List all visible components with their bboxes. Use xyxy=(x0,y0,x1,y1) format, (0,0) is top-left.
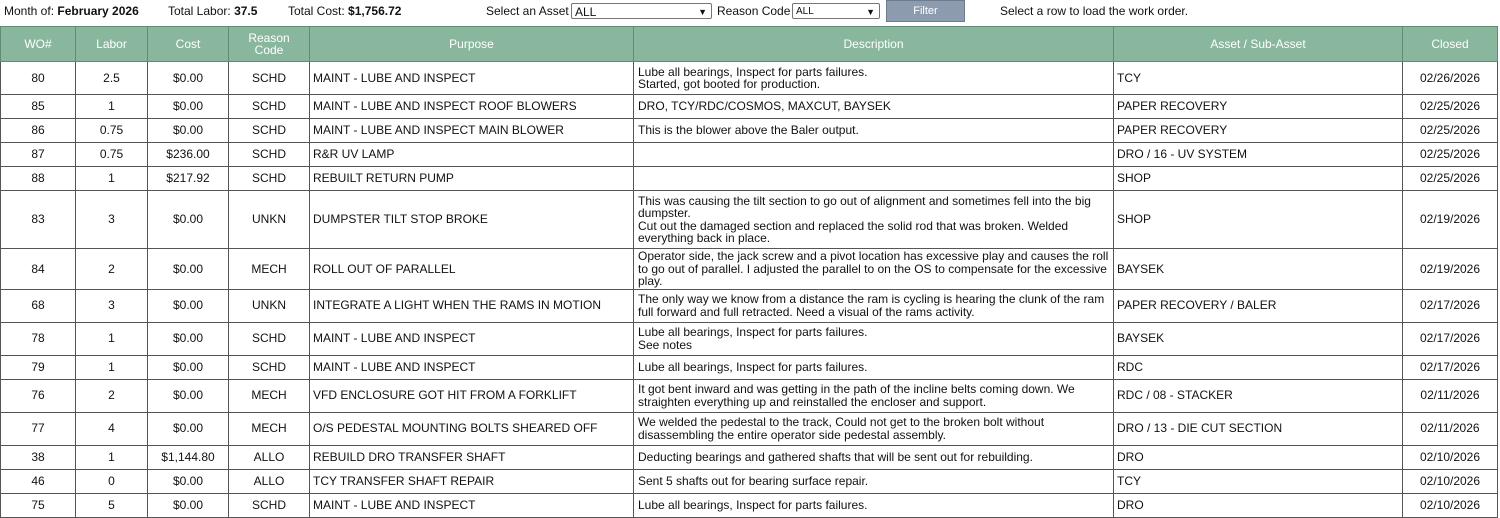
wo-cell: 76 xyxy=(1,379,76,412)
month-summary xyxy=(4,4,139,18)
wo-cell: 87 xyxy=(1,143,76,167)
month-label: Month of: xyxy=(4,4,55,18)
purpose-cell: MAINT - LUBE AND INSPECT xyxy=(310,322,634,355)
closed-cell: 02/25/2026 xyxy=(1403,95,1498,119)
closed-cell: 02/10/2026 xyxy=(1403,469,1498,493)
table-row[interactable] xyxy=(1,62,1498,95)
reason-cell: UNKN xyxy=(229,289,310,322)
description-cell xyxy=(634,95,1114,119)
closed-cell: 02/19/2026 xyxy=(1403,249,1498,290)
description-cell xyxy=(634,379,1114,412)
cost-cell: $0.00 xyxy=(148,379,229,412)
cost-label: Total Cost: xyxy=(288,4,345,18)
reason-cell: SCHD xyxy=(229,167,310,191)
wo-cell: 46 xyxy=(1,469,76,493)
labor-cell: 0.75 xyxy=(76,143,148,167)
reason-cell: SCHD xyxy=(229,119,310,143)
purpose-cell: VFD ENCLOSURE GOT HIT FROM A FORKLIFT xyxy=(310,379,634,412)
closed-cell: 02/11/2026 xyxy=(1403,412,1498,445)
asset-cell: PAPER RECOVERY xyxy=(1114,119,1403,143)
purpose-cell: MAINT - LUBE AND INSPECT xyxy=(310,62,634,95)
col-purpose-header: Purpose xyxy=(310,27,634,62)
chevron-down-icon: ▼ xyxy=(866,7,875,17)
table-row[interactable] xyxy=(1,191,1498,249)
table-row[interactable] xyxy=(1,119,1498,143)
cost-cell: $0.00 xyxy=(148,355,229,379)
closed-cell: 02/17/2026 xyxy=(1403,289,1498,322)
table-row[interactable] xyxy=(1,143,1498,167)
cost-cell: $0.00 xyxy=(148,119,229,143)
purpose-cell: MAINT - LUBE AND INSPECT xyxy=(310,493,634,517)
labor-cell: 1 xyxy=(76,95,148,119)
reason-cell: MECH xyxy=(229,249,310,290)
closed-cell: 02/25/2026 xyxy=(1403,143,1498,167)
labor-cell: 1 xyxy=(76,167,148,191)
purpose-cell: R&R UV LAMP xyxy=(310,143,634,167)
reason-label: Reason Code xyxy=(717,4,791,18)
closed-cell: 02/11/2026 xyxy=(1403,379,1498,412)
purpose-cell: MAINT - LUBE AND INSPECT ROOF BLOWERS xyxy=(310,95,634,119)
closed-cell: 02/25/2026 xyxy=(1403,167,1498,191)
labor-cell: 0.75 xyxy=(76,119,148,143)
filter-bar xyxy=(0,0,1500,26)
col-cost-header: Cost xyxy=(148,27,229,62)
closed-cell: 02/17/2026 xyxy=(1403,355,1498,379)
table-row[interactable] xyxy=(1,355,1498,379)
wo-cell: 79 xyxy=(1,355,76,379)
asset-select-value: ALL xyxy=(575,5,597,19)
wo-cell: 78 xyxy=(1,322,76,355)
description-line: Operator side, the jack screw and a pivot location has excessive play and causes the roll to go out of parallel. I adjusted the parallel to on the OS to compensate for the excessive play. xyxy=(638,249,1109,288)
wo-cell: 68 xyxy=(1,289,76,322)
reason-cell: SCHD xyxy=(229,493,310,517)
cost-cell: $0.00 xyxy=(148,289,229,322)
description-line: DRO, TCY/RDC/COSMOS, MAXCUT, BAYSEK xyxy=(638,99,891,114)
table-row[interactable] xyxy=(1,469,1498,493)
purpose-cell: MAINT - LUBE AND INSPECT MAIN BLOWER xyxy=(310,119,634,143)
table-row[interactable] xyxy=(1,412,1498,445)
closed-cell: 02/10/2026 xyxy=(1403,493,1498,517)
asset-cell: RDC / 08 - STACKER xyxy=(1114,379,1403,412)
asset-cell: SHOP xyxy=(1114,191,1403,249)
cost-cell: $0.00 xyxy=(148,95,229,119)
description-line: Lube all bearings, Inspect for parts failures. xyxy=(638,497,868,512)
description-cell xyxy=(634,289,1114,322)
wo-cell: 38 xyxy=(1,445,76,469)
reason-cell: SCHD xyxy=(229,95,310,119)
cost-cell: $0.00 xyxy=(148,249,229,290)
description-cell xyxy=(634,143,1114,167)
reason-cell: ALLO xyxy=(229,445,310,469)
labor-label: Total Labor: xyxy=(168,4,231,18)
description-cell xyxy=(634,412,1114,445)
reason-cell: SCHD xyxy=(229,143,310,167)
month-value: February 2026 xyxy=(57,4,139,18)
asset-cell: RDC xyxy=(1114,355,1403,379)
cost-cell: $0.00 xyxy=(148,62,229,95)
cost-cell: $0.00 xyxy=(148,322,229,355)
closed-cell: 02/25/2026 xyxy=(1403,119,1498,143)
reason-cell: UNKN xyxy=(229,191,310,249)
asset-cell: DRO / 13 - DIE CUT SECTION xyxy=(1114,412,1403,445)
description-cell xyxy=(634,62,1114,95)
description-line: We welded the pedestal to the track, Could not get to the broken bolt without disassembling the entire operator side pedestal assembly. xyxy=(638,415,1045,442)
description-cell xyxy=(634,322,1114,355)
col-labor-header: Labor xyxy=(76,27,148,62)
description-line: It got bent inward and was getting in the path of the incline belts coming down. We straighten everything up and reinstalled the encloser and support. xyxy=(638,382,1075,409)
purpose-cell: INTEGRATE A LIGHT WHEN THE RAMS IN MOTION xyxy=(310,289,634,322)
cost-cell: $1,144.80 xyxy=(148,445,229,469)
reason-select-value: ALL xyxy=(796,6,814,17)
reason-cell: MECH xyxy=(229,379,310,412)
cost-cell: $0.00 xyxy=(148,191,229,249)
closed-cell: 02/19/2026 xyxy=(1403,191,1498,249)
labor-cell: 2 xyxy=(76,249,148,290)
table-row[interactable] xyxy=(1,289,1498,322)
closed-cell: 02/17/2026 xyxy=(1403,322,1498,355)
table-row[interactable] xyxy=(1,322,1498,355)
labor-cell: 2 xyxy=(76,379,148,412)
wo-cell: 86 xyxy=(1,119,76,143)
cost-cell: $0.00 xyxy=(148,493,229,517)
table-row[interactable] xyxy=(1,379,1498,412)
asset-cell: TCY xyxy=(1114,62,1403,95)
description-cell xyxy=(634,469,1114,493)
purpose-cell: REBUILT RETURN PUMP xyxy=(310,167,634,191)
labor-cell: 3 xyxy=(76,289,148,322)
col-wo-header: WO# xyxy=(1,27,76,62)
description-cell xyxy=(634,191,1114,249)
labor-value: 37.5 xyxy=(234,4,258,18)
description-line: Lube all bearings, Inspect for parts failures. xyxy=(638,325,868,339)
description-line: This was causing the tilt section to go out of alignment and sometimes fell into the big dumpster. xyxy=(638,193,1091,220)
chevron-down-icon: ▼ xyxy=(698,7,707,17)
wo-cell: 84 xyxy=(1,249,76,290)
table-row[interactable] xyxy=(1,95,1498,119)
description-cell xyxy=(634,355,1114,379)
labor-cell: 3 xyxy=(76,191,148,249)
description-cell xyxy=(634,167,1114,191)
asset-cell: BAYSEK xyxy=(1114,249,1403,290)
cost-cell: $236.00 xyxy=(148,143,229,167)
wo-cell: 77 xyxy=(1,412,76,445)
table-row[interactable] xyxy=(1,249,1498,290)
reason-cell: MECH xyxy=(229,412,310,445)
wo-cell: 88 xyxy=(1,167,76,191)
description-cell xyxy=(634,249,1114,290)
reason-cell: SCHD xyxy=(229,62,310,95)
labor-cell: 5 xyxy=(76,493,148,517)
wo-cell: 85 xyxy=(1,95,76,119)
description-line: Cut out the damaged section and replaced the solid rod that was broken. Welded everything back in place. xyxy=(638,218,1069,245)
table-row[interactable] xyxy=(1,167,1498,191)
reason-cell: SCHD xyxy=(229,355,310,379)
cost-summary xyxy=(288,4,401,18)
description-line: Lube all bearings, Inspect for parts failures. xyxy=(638,359,868,374)
labor-cell: 2.5 xyxy=(76,62,148,95)
labor-summary xyxy=(168,4,257,18)
labor-cell: 1 xyxy=(76,355,148,379)
description-cell xyxy=(634,119,1114,143)
filter-button[interactable]: Filter xyxy=(886,0,965,22)
labor-cell: 1 xyxy=(76,322,148,355)
description-line: The only way we know from a distance the ram is cycling is hearing the clunk of the ram full forward and full retracted. Need a visual of the rams activity. xyxy=(638,292,1105,319)
cost-cell: $0.00 xyxy=(148,412,229,445)
description-line: Lube all bearings, Inspect for parts failures. xyxy=(638,64,868,79)
description-line: Started, got booted for production. xyxy=(638,77,821,91)
wo-cell: 83 xyxy=(1,191,76,249)
asset-label: Select an Asset xyxy=(486,4,569,18)
col-closed-header: Closed xyxy=(1403,27,1498,62)
closed-cell: 02/10/2026 xyxy=(1403,445,1498,469)
table-row[interactable] xyxy=(1,493,1498,517)
asset-cell: DRO / 16 - UV SYSTEM xyxy=(1114,143,1403,167)
cost-value: $1,756.72 xyxy=(348,4,402,18)
asset-cell: SHOP xyxy=(1114,167,1403,191)
description-line: See notes xyxy=(638,337,693,352)
closed-cell: 02/26/2026 xyxy=(1403,62,1498,95)
purpose-cell: O/S PEDESTAL MOUNTING BOLTS SHEARED OFF xyxy=(310,412,634,445)
col-reason-header: Reason Code xyxy=(229,27,310,62)
purpose-cell: REBUILD DRO TRANSFER SHAFT xyxy=(310,445,634,469)
cost-cell: $217.92 xyxy=(148,167,229,191)
work-orders-table xyxy=(0,26,1498,518)
asset-cell: TCY xyxy=(1114,469,1403,493)
reason-cell: ALLO xyxy=(229,469,310,493)
purpose-cell: DUMPSTER TILT STOP BROKE xyxy=(310,191,634,249)
wo-cell: 80 xyxy=(1,62,76,95)
purpose-cell: ROLL OUT OF PARALLEL xyxy=(310,249,634,290)
cost-cell: $0.00 xyxy=(148,469,229,493)
labor-cell: 1 xyxy=(76,445,148,469)
asset-cell: PAPER RECOVERY / BALER xyxy=(1114,289,1403,322)
purpose-cell: MAINT - LUBE AND INSPECT xyxy=(310,355,634,379)
description-line: Deducting bearings and gathered shafts that will be sent out for rebuilding. xyxy=(638,449,1033,464)
reason-cell: SCHD xyxy=(229,322,310,355)
hint-text: Select a row to load the work order. xyxy=(1000,4,1189,18)
reason-select[interactable] xyxy=(792,3,880,19)
purpose-cell: TCY TRANSFER SHAFT REPAIR xyxy=(310,469,634,493)
description-cell xyxy=(634,493,1114,517)
description-line: Sent 5 shafts out for bearing surface repair. xyxy=(638,473,869,488)
table-row[interactable] xyxy=(1,445,1498,469)
col-description-header: Description xyxy=(634,27,1114,62)
table-header-row xyxy=(1,27,1498,62)
col-asset-header: Asset / Sub-Asset xyxy=(1114,27,1403,62)
description-line: This is the blower above the Baler output. xyxy=(638,123,859,138)
description-cell xyxy=(634,445,1114,469)
labor-cell: 0 xyxy=(76,469,148,493)
asset-cell: PAPER RECOVERY xyxy=(1114,95,1403,119)
asset-cell: DRO xyxy=(1114,493,1403,517)
asset-select[interactable] xyxy=(571,3,712,19)
asset-cell: DRO xyxy=(1114,445,1403,469)
asset-cell: BAYSEK xyxy=(1114,322,1403,355)
wo-cell: 75 xyxy=(1,493,76,517)
labor-cell: 4 xyxy=(76,412,148,445)
